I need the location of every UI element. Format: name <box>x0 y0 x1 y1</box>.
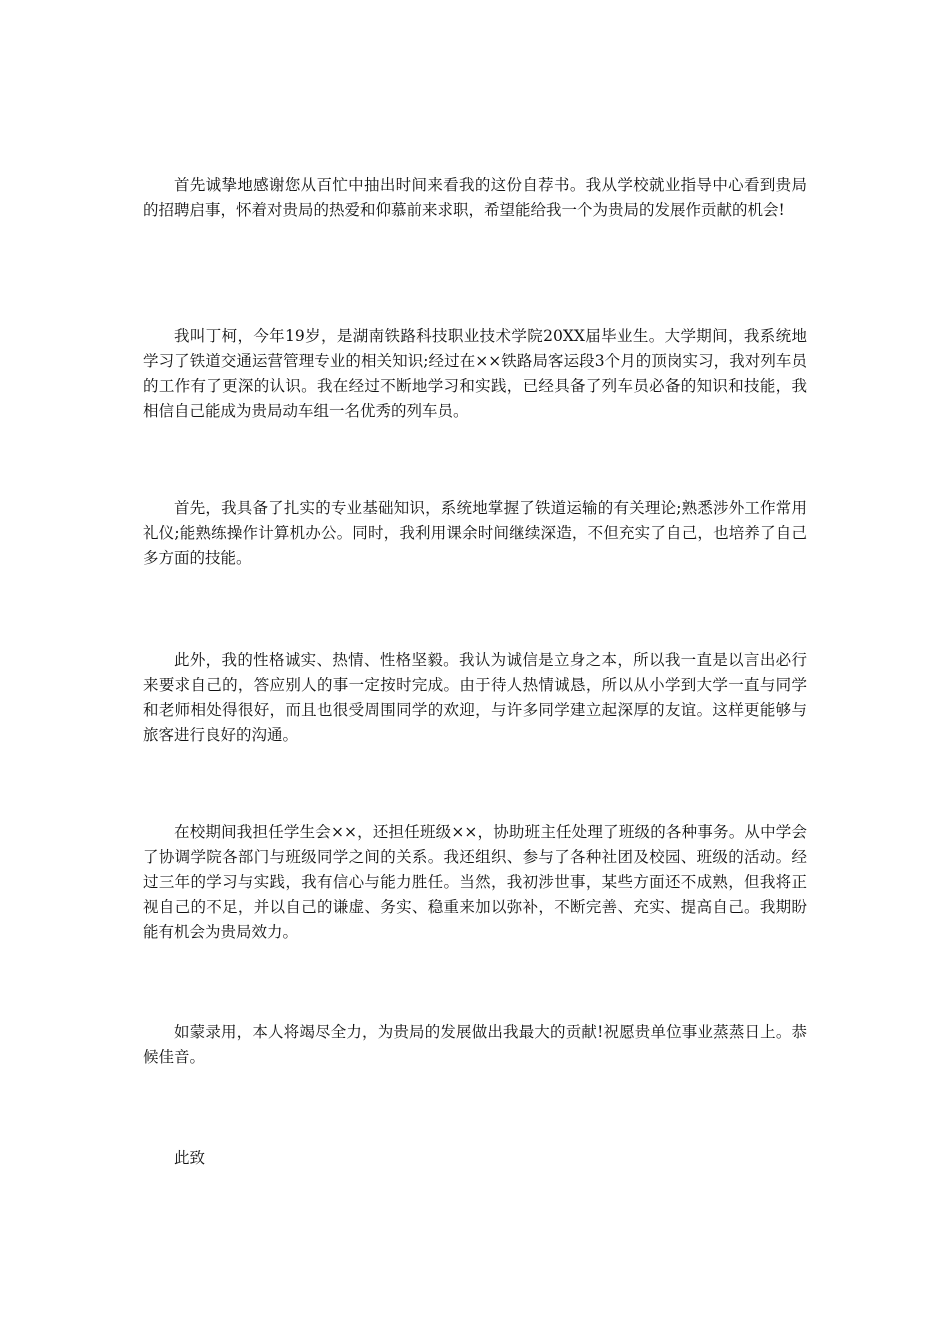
paragraph-self-introduction: 我叫丁柯，今年19岁，是湖南铁路科技职业技术学院20XX届毕业生。大学期间，我系统地学习了铁道交通运营管理专业的相关知识;经过在××铁路局客运段3个月的顶岗实习，我对列车员的工作有了更深的认识。我在经过不断地学习和实践，已经具备了列车员必备的知识和技能，我相信自己能成为贵局动车组一名优秀的列车员。 <box>143 327 807 420</box>
paragraph-closing-wish: 如蒙录用，本人将竭尽全力，为贵局的发展做出我最大的贡献!祝愿贵单位事业蒸蒸日上。恭候佳音。 <box>143 1023 807 1066</box>
paragraph-school-experience: 在校期间我担任学生会××，还担任班级××，协助班主任处理了班级的各种事务。从中学会了协调学院各部门与班级同学之间的关系。我还组织、参与了各种社团及校园、班级的活动。经过三年的学习与实践，我有信心与能力胜任。当然，我初涉世事，某些方面还不成熟，但我将正视自己的不足，并以自己的谦虚、务实、稳重来加以弥补，不断完善、充实、提高自己。我期盼能有机会为贵局效力。 <box>143 823 807 941</box>
paragraph-professional-skills: 首先，我具备了扎实的专业基础知识，系统地掌握了铁道运输的有关理论;熟悉涉外工作常用礼仪;能熟练操作计算机办公。同时，我利用课余时间继续深造，不但充实了自己，也培养了自己多方面的技能。 <box>143 499 807 567</box>
paragraph-personality: 此外，我的性格诚实、热情、性格坚毅。我认为诚信是立身之本，所以我一直是以言出必行来要求自己的，答应别人的事一定按时完成。由于待人热情诚恳，所以从小学到大学一直与同学和老师相处得很好，而且也很受周围同学的欢迎，与许多同学建立起深厚的友谊。这样更能够与旅客进行良好的沟通。 <box>143 651 807 744</box>
paragraph-gratitude: 首先诚挚地感谢您从百忙中抽出时间来看我的这份自荐书。我从学校就业指导中心看到贵局的招聘启事，怀着对贵局的热爱和仰慕前来求职，希望能给我一个为贵局的发展作贡献的机会! <box>143 176 807 219</box>
paragraph-salutation: 此致 <box>174 1149 206 1167</box>
